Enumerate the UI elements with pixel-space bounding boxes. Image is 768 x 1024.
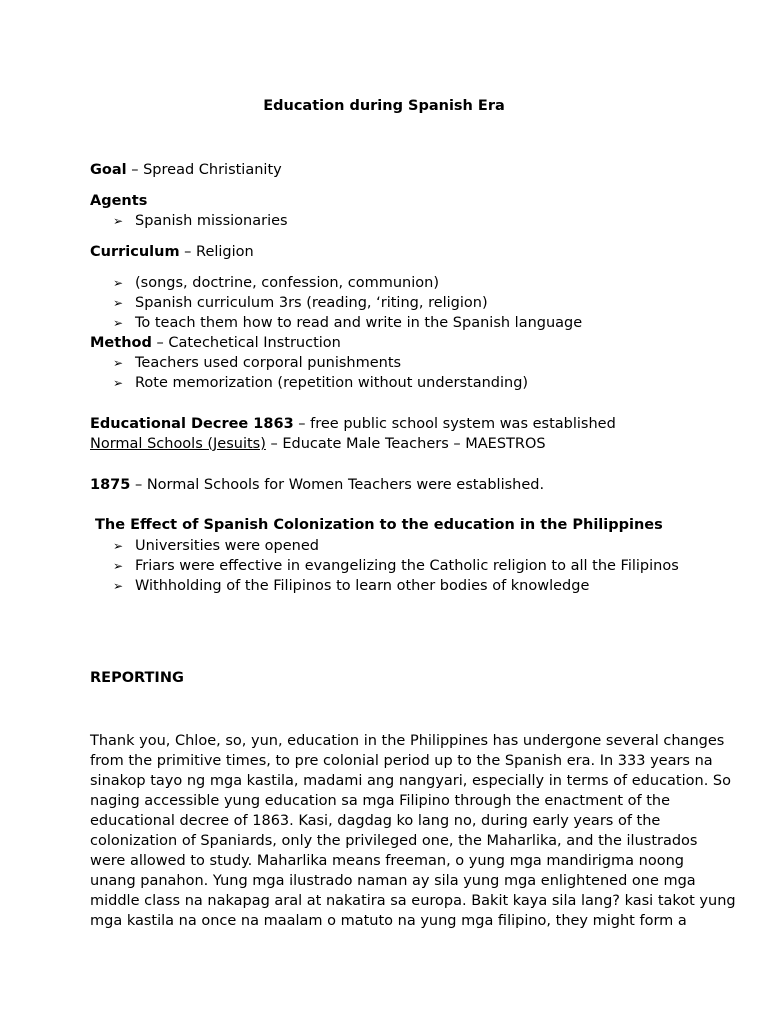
method-text: – Catechetical Instruction <box>151 335 341 351</box>
year-1875-line <box>90 475 544 495</box>
effect-item <box>113 556 679 576</box>
arrow-bullet-icon: ➢ <box>113 214 124 228</box>
curriculum-label: Curriculum <box>90 244 180 260</box>
reporting-paragraph <box>90 731 736 931</box>
arrow-bullet-icon: ➢ <box>113 376 124 390</box>
curriculum-item-text: Spanish curriculum 3rs (reading, ‘riting, religion) <box>135 295 488 311</box>
curriculum-item <box>113 273 439 293</box>
goal-line <box>90 160 282 180</box>
paragraph-line: Thank you, Chloe, so, yun, education in the Philippines has undergone several changes <box>90 733 725 749</box>
effect-item-text: Withholding of the Filipinos to learn other bodies of knowledge <box>135 578 590 594</box>
paragraph-line: middle class na nakapag aral at nakatira sa europa. Bakit kaya sila lang? kasi takot yung <box>90 893 736 909</box>
paragraph-line: colonization of Spaniards, only the privileged one, the Maharlika, and the ilustrados <box>90 833 698 849</box>
effect-item <box>113 536 319 556</box>
reporting-heading: REPORTING <box>90 670 184 686</box>
year-1875-text: – Normal Schools for Women Teachers were established. <box>130 477 545 493</box>
paragraph-line: from the primitive times, to pre colonial period up to the Spanish era. In 333 years na <box>90 753 713 769</box>
arrow-bullet-icon: ➢ <box>113 356 124 370</box>
effect-item-text: Universities were opened <box>135 538 319 554</box>
curriculum-line <box>90 242 254 262</box>
arrow-bullet-icon: ➢ <box>113 276 124 290</box>
agents-item-text: Spanish missionaries <box>135 213 288 229</box>
year-1875-label: 1875 <box>90 477 131 493</box>
method-line <box>90 333 341 353</box>
method-item <box>113 373 528 393</box>
effect-heading: The Effect of Spanish Colonization to the education in the Philippines <box>95 517 663 533</box>
decree-label: Educational Decree 1863 <box>90 416 294 432</box>
document-title: Education during Spanish Era <box>263 98 505 114</box>
method-item <box>113 353 401 373</box>
paragraph-line: sinakop tayo ng mga kastila, madami ang nangyari, especially in terms of education. So <box>90 773 731 789</box>
curriculum-item <box>113 313 582 333</box>
goal-text: – Spread Christianity <box>126 162 282 178</box>
normal-schools-label: Normal Schools (Jesuits) <box>90 436 266 452</box>
normal-schools-line <box>90 434 546 454</box>
decree-text: – free public school system was established <box>293 416 616 432</box>
arrow-bullet-icon: ➢ <box>113 579 124 593</box>
method-item-text: Teachers used corporal punishments <box>135 355 402 371</box>
arrow-bullet-icon: ➢ <box>113 559 124 573</box>
paragraph-line: were allowed to study. Maharlika means freeman, o yung mga mandirigma noong <box>90 853 684 869</box>
curriculum-item-text: (songs, doctrine, confession, communion) <box>135 275 439 291</box>
curriculum-text: – Religion <box>179 244 254 260</box>
curriculum-item-text: To teach them how to read and write in the Spanish language <box>135 315 583 331</box>
arrow-bullet-icon: ➢ <box>113 539 124 553</box>
normal-schools-text: – Educate Male Teachers – MAESTROS <box>265 436 546 452</box>
effect-item <box>113 576 589 596</box>
agents-label: Agents <box>90 193 148 209</box>
paragraph-line: unang panahon. Yung mga ilustrado naman ay sila yung mga enlightened one mga <box>90 873 696 889</box>
method-item-text: Rote memorization (repetition without understanding) <box>135 375 529 391</box>
paragraph-line: educational decree of 1863. Kasi, dagdag ko lang no, during early years of the <box>90 813 661 829</box>
curriculum-item <box>113 293 488 313</box>
goal-label: Goal <box>90 162 127 178</box>
method-label: Method <box>90 335 152 351</box>
arrow-bullet-icon: ➢ <box>113 316 124 330</box>
arrow-bullet-icon: ➢ <box>113 296 124 310</box>
paragraph-line: naging accessible yung education sa mga Filipino through the enactment of the <box>90 793 670 809</box>
decree-line <box>90 414 616 434</box>
agents-item <box>113 211 288 231</box>
effect-item-text: Friars were effective in evangelizing the Catholic religion to all the Filipinos <box>135 558 679 574</box>
paragraph-line: mga kastila na once na maalam o matuto na yung mga filipino, they might form a <box>90 913 687 929</box>
